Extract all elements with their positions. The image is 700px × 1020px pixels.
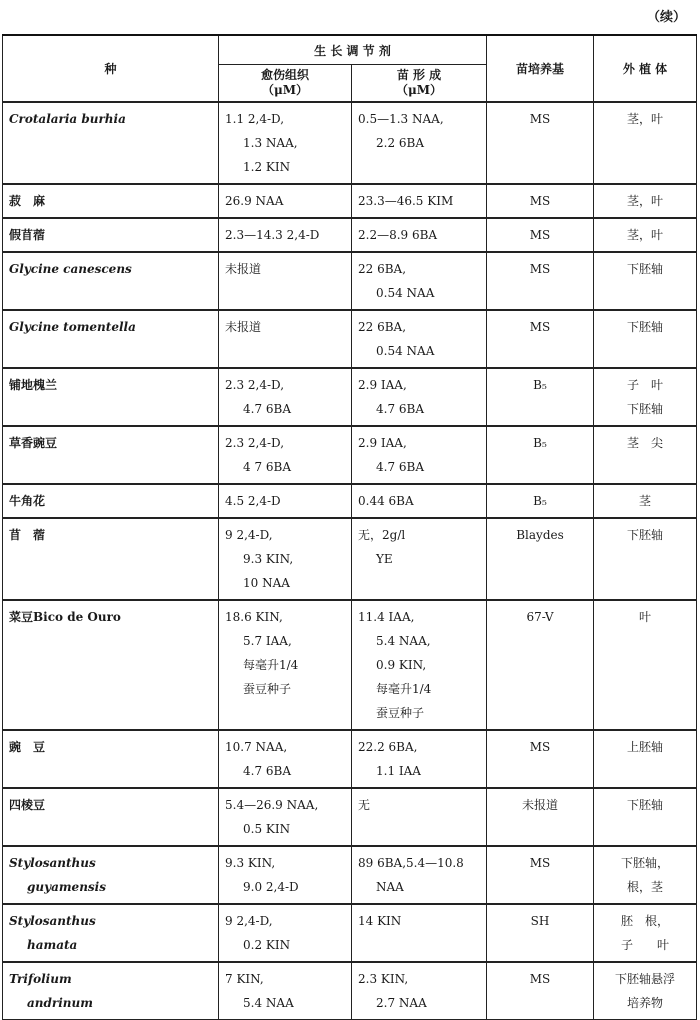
medium-cell [487,426,594,484]
callus-cell [219,218,352,252]
callus-cell [219,904,352,962]
species-cell-line: 菜豆Bico de Ouro [9,610,121,624]
shoot-cell-line: 89 6BA,5.4—10.8 [358,856,464,870]
callus-cell [219,310,352,368]
species-cell-line: 四棱豆 [9,798,46,812]
explant-cell-line: 子 叶 [620,938,669,952]
medium-value: MS [529,112,551,126]
table-row [3,426,697,484]
callus-cell [219,962,352,1020]
explant-cell-line: 下胚轴 [626,320,663,334]
medium-cell [487,252,594,310]
explant-cell [594,102,697,184]
medium-value: MS [529,740,551,754]
explant-cell [594,730,697,788]
header-callus [219,65,352,103]
shoot-cell-line: 0.5—1.3 NAA, [358,112,444,126]
species-cell-line: 苜 蓿 [9,528,46,542]
species-cell [3,218,219,252]
table-row [3,368,697,426]
species-cell [3,600,219,730]
shoot-cell-line: 无 [358,798,371,812]
shoot-cell [352,730,487,788]
shoot-cell [352,518,487,600]
table-row [3,218,697,252]
shoot-cell-line: 蚕豆种子 [376,706,425,720]
callus-cell-line: 2.3—14.3 2,4-D [225,228,320,242]
callus-cell [219,846,352,904]
callus-cell [219,252,352,310]
medium-cell [487,184,594,218]
callus-cell-line: 9.0 2,4-D [243,880,299,894]
callus-cell-line: 蚕豆种子 [243,682,292,696]
callus-cell-line: 2.3 2,4-D, [225,436,285,450]
callus-cell-line: 9 2,4-D, [225,528,273,542]
callus-cell [219,184,352,218]
explant-cell [594,518,697,600]
medium-cell [487,962,594,1020]
callus-cell-line: 2.3 2,4-D, [225,378,285,392]
species-cell-line: andrinum [27,996,93,1010]
callus-cell-line: 1.1 2,4-D, [225,112,285,126]
shoot-cell-line: 2.7 NAA [376,996,427,1010]
shoot-cell [352,102,487,184]
species-cell-line: 假苜蓿 [9,228,46,242]
header-medium: 苗培养基 [487,35,594,102]
species-cell-line: hamata [27,938,78,952]
table-row [3,904,697,962]
explant-cell [594,426,697,484]
shoot-cell [352,252,487,310]
species-cell-line: Stylosanthus [9,856,96,870]
table-row [3,184,697,218]
callus-cell-line: 1.3 NAA, [243,136,298,150]
medium-cell [487,484,594,518]
species-cell [3,518,219,600]
explant-cell-line: 下胚轴悬浮 [614,972,675,986]
callus-cell-line: 9.3 KIN, [225,856,276,870]
continued-label: （续） [646,10,686,25]
shoot-cell-line: 2.3 KIN, [358,972,409,986]
callus-cell [219,368,352,426]
callus-cell-line: 4.5 2,4-D [225,494,281,508]
callus-cell-line: 9 2,4-D, [225,914,273,928]
explant-cell-line: 茎，叶 [626,112,663,126]
shoot-cell-line: 2.9 IAA, [358,436,407,450]
regulator-table [2,34,697,1020]
species-cell-line: Stylosanthus [9,914,96,928]
callus-cell [219,102,352,184]
callus-cell-line: 4.7 6BA [243,764,292,778]
shoot-cell [352,600,487,730]
explant-cell [594,218,697,252]
species-cell [3,252,219,310]
table-row [3,600,697,730]
shoot-cell-line: 11.4 IAA, [358,610,415,624]
callus-cell [219,484,352,518]
species-cell [3,846,219,904]
callus-cell-line: 未报道 [225,320,262,334]
table-row [3,846,697,904]
medium-cell [487,846,594,904]
callus-cell-line: 4 7 6BA [243,460,292,474]
shoot-cell-line: 无，2g/l [358,528,406,542]
explant-cell-line: 根，茎 [626,880,663,894]
shoot-cell-line: 2.9 IAA, [358,378,407,392]
callus-cell-line: 26.9 NAA [225,194,284,208]
callus-cell-line: 18.6 KIN, [225,610,283,624]
callus-cell-line: 9.3 KIN, [243,552,294,566]
explant-cell [594,846,697,904]
callus-cell-line: 10 NAA [243,576,290,590]
header-callus-label: 愈伤组织 [260,68,309,82]
shoot-cell-line: 22 6BA, [358,320,407,334]
shoot-cell-line: 23.3—46.5 KIM [358,194,454,208]
shoot-cell [352,962,487,1020]
medium-value: B₅ [533,494,547,508]
medium-value: MS [529,856,551,870]
shoot-cell [352,218,487,252]
species-cell-line: 牛角花 [9,494,46,508]
callus-cell-line: 10.7 NAA, [225,740,288,754]
explant-cell [594,904,697,962]
callus-cell [219,730,352,788]
shoot-cell [352,904,487,962]
medium-value: B₅ [533,436,547,450]
shoot-cell-line: 0.54 NAA [376,286,435,300]
explant-cell-line: 茎 [638,494,651,508]
header-shoot [352,65,487,103]
medium-cell [487,904,594,962]
shoot-cell-line: 0.54 NAA [376,344,435,358]
species-cell-line: Crotalaria burhia [9,112,126,126]
medium-cell [487,518,594,600]
explant-cell-line: 下胚轴 [626,528,663,542]
medium-value: 67-V [526,610,554,624]
explant-cell [594,184,697,218]
shoot-cell-line: 14 KIN [358,914,402,928]
table-row [3,102,697,184]
callus-cell-line: 未报道 [225,262,262,276]
explant-cell-line: 茎 尖 [626,436,663,450]
shoot-cell-line: 1.1 IAA [376,764,421,778]
explant-cell-line: 子 叶 [626,378,663,392]
medium-value: MS [529,972,551,986]
shoot-cell-line: 0.44 6BA [358,494,414,508]
medium-cell [487,600,594,730]
shoot-cell [352,368,487,426]
explant-cell-line: 胚 根， [620,914,669,928]
medium-cell [487,730,594,788]
header-shoot-unit: （μM） [395,83,443,97]
medium-value: Blaydes [516,528,564,542]
explant-cell-line: 茎，叶 [626,228,663,242]
explant-cell [594,600,697,730]
species-cell [3,184,219,218]
shoot-cell-line: YE [376,552,393,566]
table-row [3,310,697,368]
shoot-cell [352,788,487,846]
medium-value: SH [530,914,550,928]
explant-cell-line: 上胚轴 [626,740,663,754]
species-cell-line: 菽 麻 [9,194,46,208]
callus-cell [219,788,352,846]
callus-cell-line: 0.2 KIN [243,938,291,952]
shoot-cell-line: 2.2—8.9 6BA [358,228,438,242]
medium-cell [487,102,594,184]
species-cell [3,368,219,426]
species-cell [3,102,219,184]
species-cell-line: 豌 豆 [9,740,46,754]
table-row [3,252,697,310]
callus-cell-line: 1.2 KIN [243,160,291,174]
shoot-cell-line: 22.2 6BA, [358,740,418,754]
callus-cell-line: 7 KIN, [225,972,264,986]
species-cell-line: Glycine tomentella [9,320,136,334]
species-cell [3,962,219,1020]
callus-cell [219,518,352,600]
species-cell [3,904,219,962]
header-shoot-label: 苗 形 成 [396,68,442,82]
header-explant: 外 植 体 [594,35,697,102]
callus-cell-line: 5.4—26.9 NAA, [225,798,319,812]
shoot-cell-line: 5.4 NAA, [376,634,431,648]
shoot-cell [352,426,487,484]
species-cell-line: 草香豌豆 [9,436,58,450]
table-row [3,962,697,1020]
explant-cell-line: 叶 [638,610,651,624]
header-callus-unit: （μM） [261,83,309,97]
callus-cell-line: 5.7 IAA, [243,634,292,648]
explant-cell-line: 下胚轴 [626,262,663,276]
medium-value: 未报道 [521,798,558,812]
medium-cell [487,788,594,846]
explant-cell [594,368,697,426]
explant-cell [594,252,697,310]
medium-value: MS [529,194,551,208]
explant-cell [594,788,697,846]
table-row [3,788,697,846]
shoot-cell-line: NAA [376,880,404,894]
callus-cell [219,426,352,484]
explant-cell [594,484,697,518]
table-row [3,484,697,518]
medium-value: MS [529,228,551,242]
explant-cell [594,962,697,1020]
species-cell [3,730,219,788]
header-regulators: 生 长 调 节 剂 [219,35,487,65]
shoot-cell [352,184,487,218]
shoot-cell [352,846,487,904]
species-cell [3,426,219,484]
callus-cell [219,600,352,730]
callus-cell-line: 每毫升1/4 [243,658,299,672]
explant-cell-line: 下胚轴 [626,798,663,812]
species-cell-line: Glycine canescens [9,262,132,276]
header-species: 种 [3,35,219,102]
species-cell-line: Trifolium [9,972,72,986]
species-cell-line: guyamensis [27,880,106,894]
explant-cell-line: 下胚轴 [626,402,663,416]
explant-cell-line: 培养物 [626,996,663,1010]
callus-cell-line: 4.7 6BA [243,402,292,416]
shoot-cell-line: 4.7 6BA [376,402,425,416]
shoot-cell-line: 每毫升1/4 [376,682,432,696]
medium-value: MS [529,320,551,334]
medium-value: B₅ [533,378,547,392]
species-cell [3,484,219,518]
shoot-cell-line: 0.9 KIN, [376,658,427,672]
species-cell-line: 铺地槐兰 [9,378,58,392]
species-cell [3,310,219,368]
medium-cell [487,218,594,252]
explant-cell-line: 下胚轴， [620,856,669,870]
medium-cell [487,310,594,368]
table-row [3,730,697,788]
explant-cell-line: 茎，叶 [626,194,663,208]
table-row [3,518,697,600]
shoot-cell-line: 2.2 6BA [376,136,425,150]
medium-cell [487,368,594,426]
explant-cell [594,310,697,368]
shoot-cell [352,310,487,368]
species-cell [3,788,219,846]
shoot-cell-line: 22 6BA, [358,262,407,276]
shoot-cell-line: 4.7 6BA [376,460,425,474]
callus-cell-line: 5.4 NAA [243,996,294,1010]
medium-value: MS [529,262,551,276]
callus-cell-line: 0.5 KIN [243,822,291,836]
shoot-cell [352,484,487,518]
